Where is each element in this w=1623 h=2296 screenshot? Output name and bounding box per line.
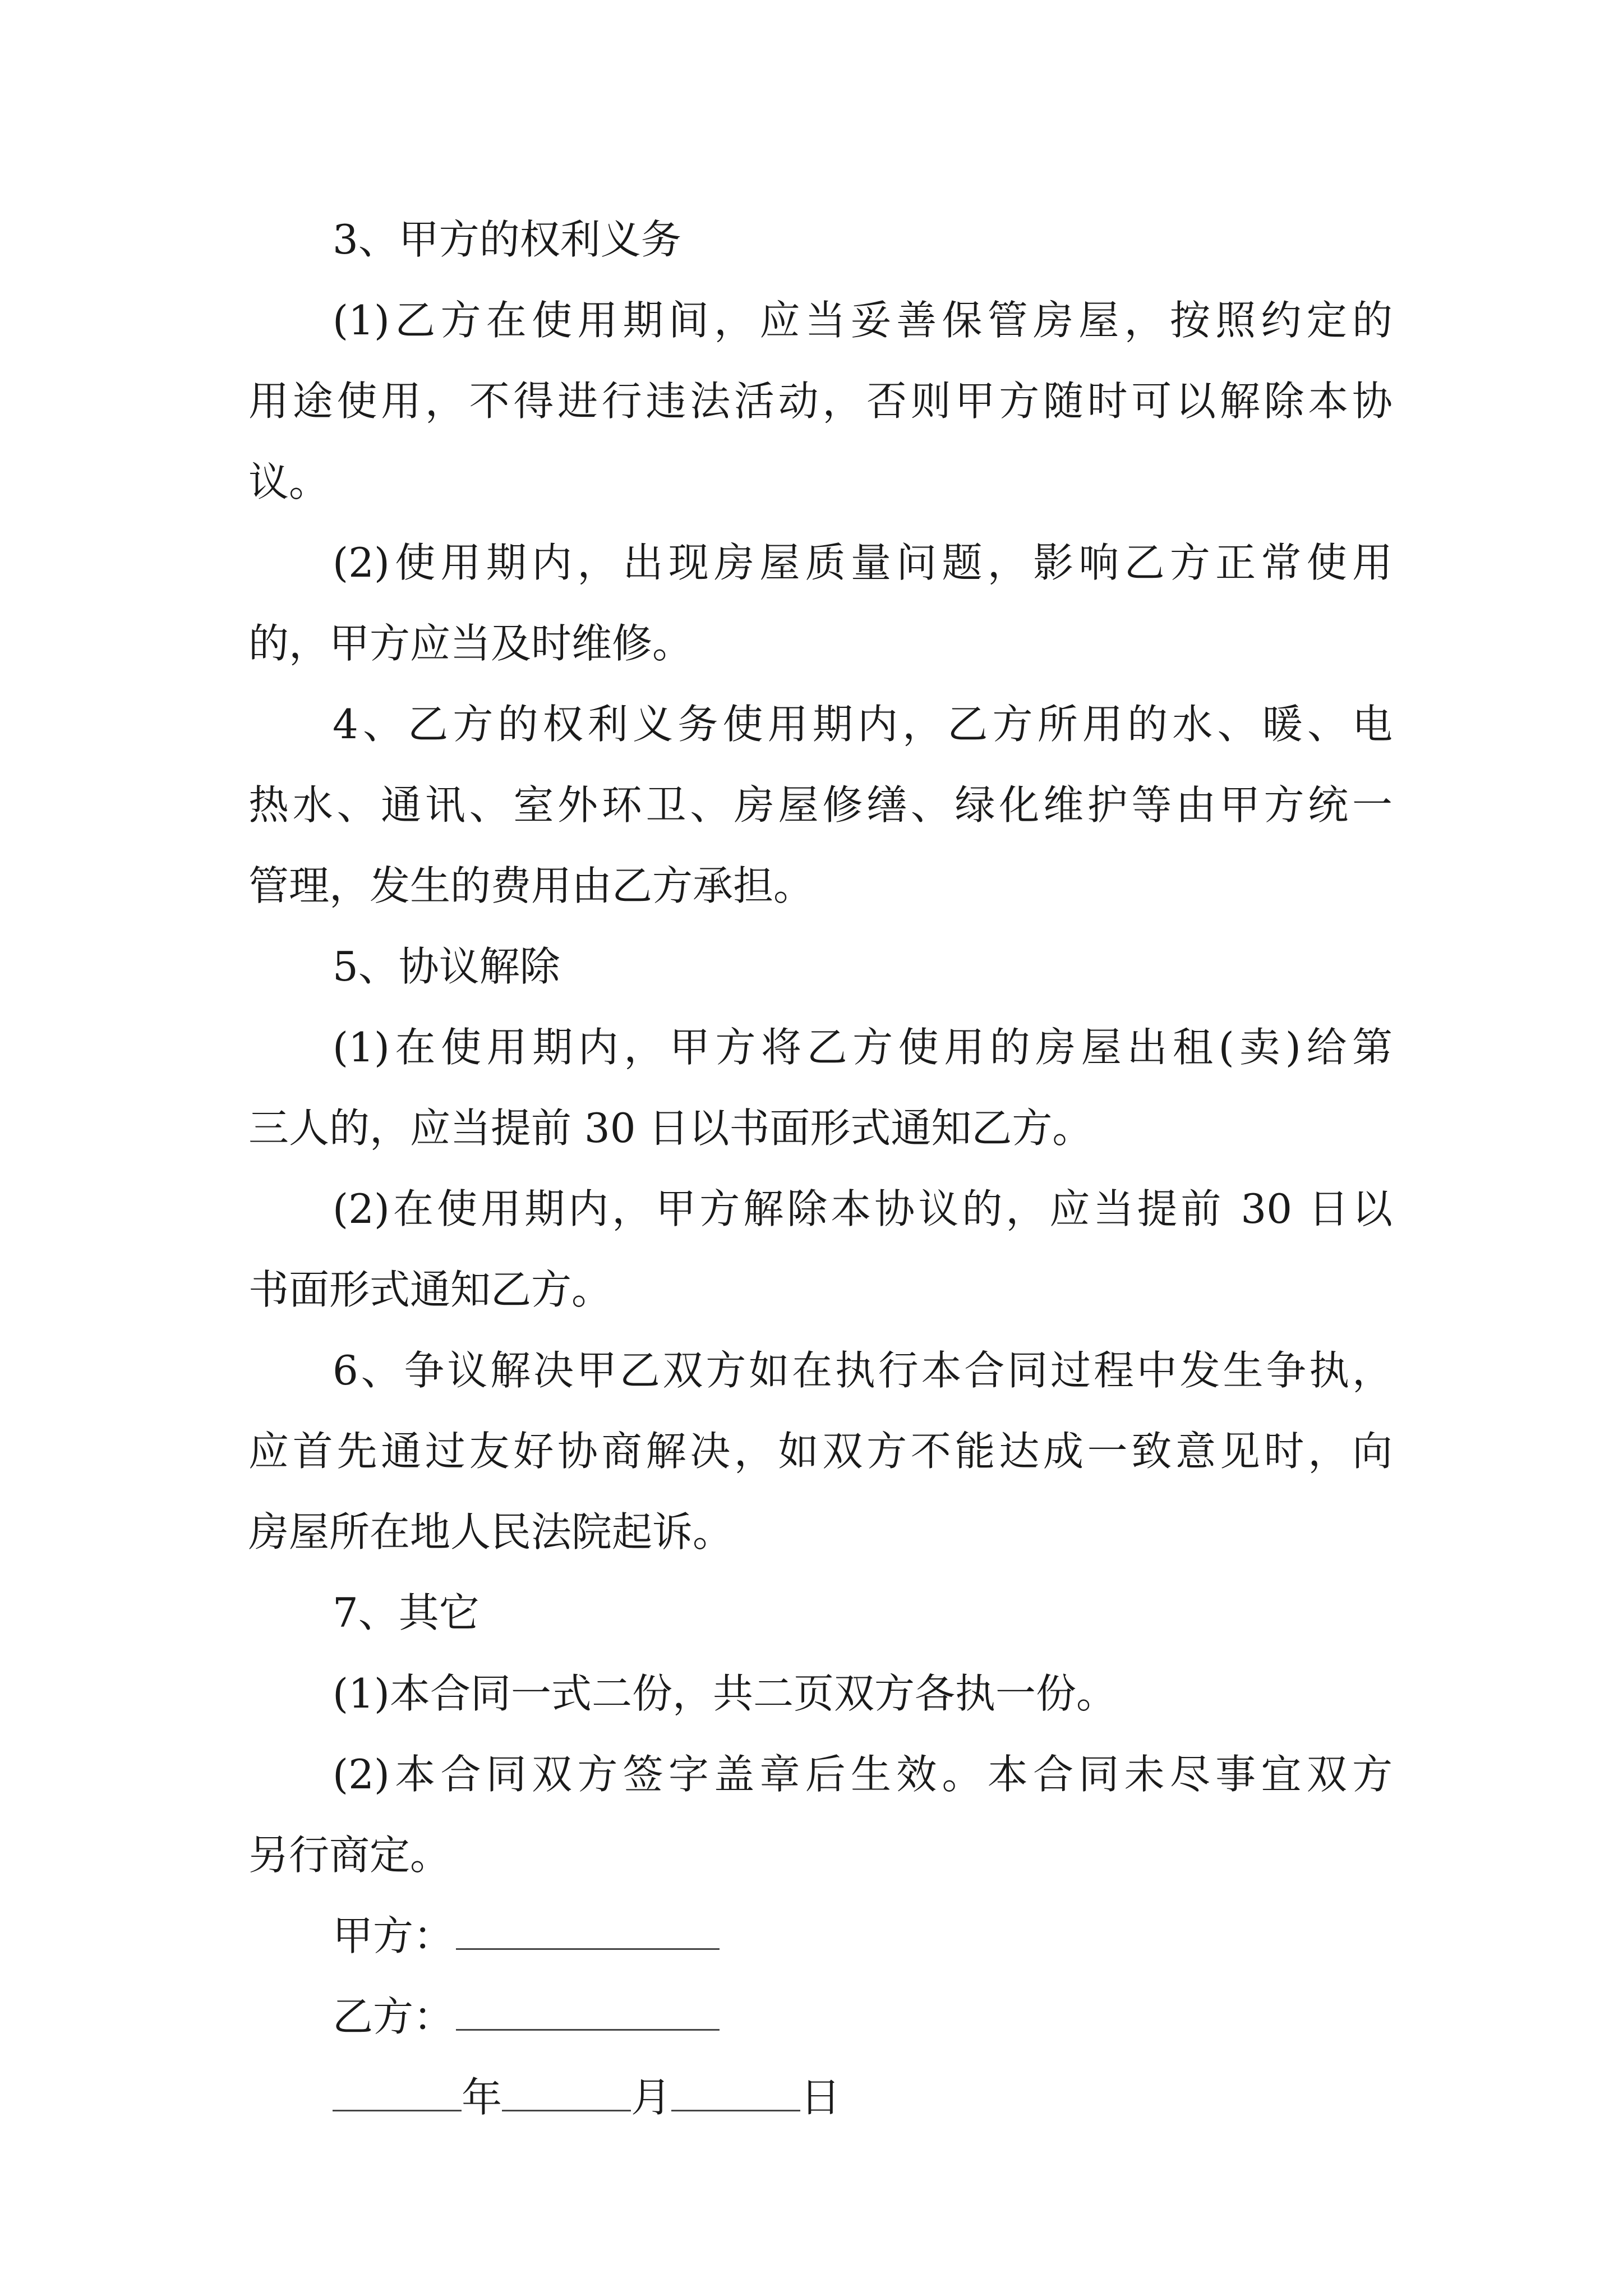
month-blank[interactable] [502, 2076, 631, 2111]
section-3-item-1-line-3: 议。 [248, 458, 330, 505]
section-5-item-2-line-1: (2)在使用期内，甲方解除本协议的，应当提前 30 日以 [333, 1185, 1393, 1232]
section-7-item-2-line-1: (2)本合同双方签字盖章后生效。本合同未尽事宜双方 [333, 1751, 1393, 1798]
section-6-line-3: 房屋所在地人民法院起诉。 [248, 1508, 734, 1556]
party-b-label: 乙方： [333, 1993, 454, 2040]
party-a-label: 甲方： [333, 1912, 454, 1959]
document-page [248, 199, 1393, 2138]
section-7-item-2-line-2: 另行商定。 [248, 1832, 451, 1879]
section-3-item-2-line-2: 的，甲方应当及时维修。 [248, 620, 693, 667]
section-6-line-2: 应首先通过友好协商解决，如双方不能达成一致意见时，向 [248, 1428, 1393, 1475]
party-b-signature-row [248, 1976, 1393, 2057]
year-blank[interactable] [333, 2076, 462, 2111]
day-blank[interactable] [671, 2076, 800, 2111]
section-3-heading: 3、甲方的权利义务 [333, 216, 681, 263]
section-6-line-1: 6、争议解决甲乙双方如在执行本合同过程中发生争执， [333, 1347, 1393, 1394]
section-7-item-1-line-1: (1)本合同一式二份，共二页双方各执一份。 [333, 1670, 1117, 1717]
section-5-item-2-line-2: 书面形式通知乙方。 [248, 1266, 612, 1313]
party-a-signature-row [248, 1895, 1393, 1976]
section-3-item-1-line-2: 用途使用，不得进行违法活动，否则甲方随时可以解除本协 [248, 378, 1393, 425]
section-5-heading: 5、协议解除 [333, 943, 560, 990]
party-b-signature-blank[interactable] [456, 1995, 720, 2031]
section-7-heading: 7、其它 [333, 1589, 479, 1636]
day-label: 日 [800, 2074, 841, 2121]
party-a-signature-blank[interactable] [456, 1915, 720, 1950]
month-label: 月 [631, 2074, 672, 2121]
section-4-line-3: 管理，发生的费用由乙方承担。 [248, 862, 814, 909]
section-5-item-1-line-2: 三人的，应当提前 30 日以书面形式通知乙方。 [248, 1105, 1093, 1152]
section-4-line-1: 4、乙方的权利义务使用期内，乙方所用的水、暖、电 [333, 701, 1393, 748]
section-4-line-2: 热水、通讯、室外环卫、房屋修缮、绿化维护等由甲方统一 [248, 781, 1393, 829]
date-row [248, 2057, 1393, 2138]
section-3-item-1-line-1: (1)乙方在使用期间，应当妥善保管房屋，按照约定的 [333, 297, 1393, 344]
section-5-item-1-line-1: (1)在使用期内，甲方将乙方使用的房屋出租(卖)给第 [333, 1024, 1393, 1071]
year-label: 年 [462, 2074, 502, 2121]
section-3-item-2-line-1: (2)使用期内，出现房屋质量问题，影响乙方正常使用 [333, 539, 1393, 586]
